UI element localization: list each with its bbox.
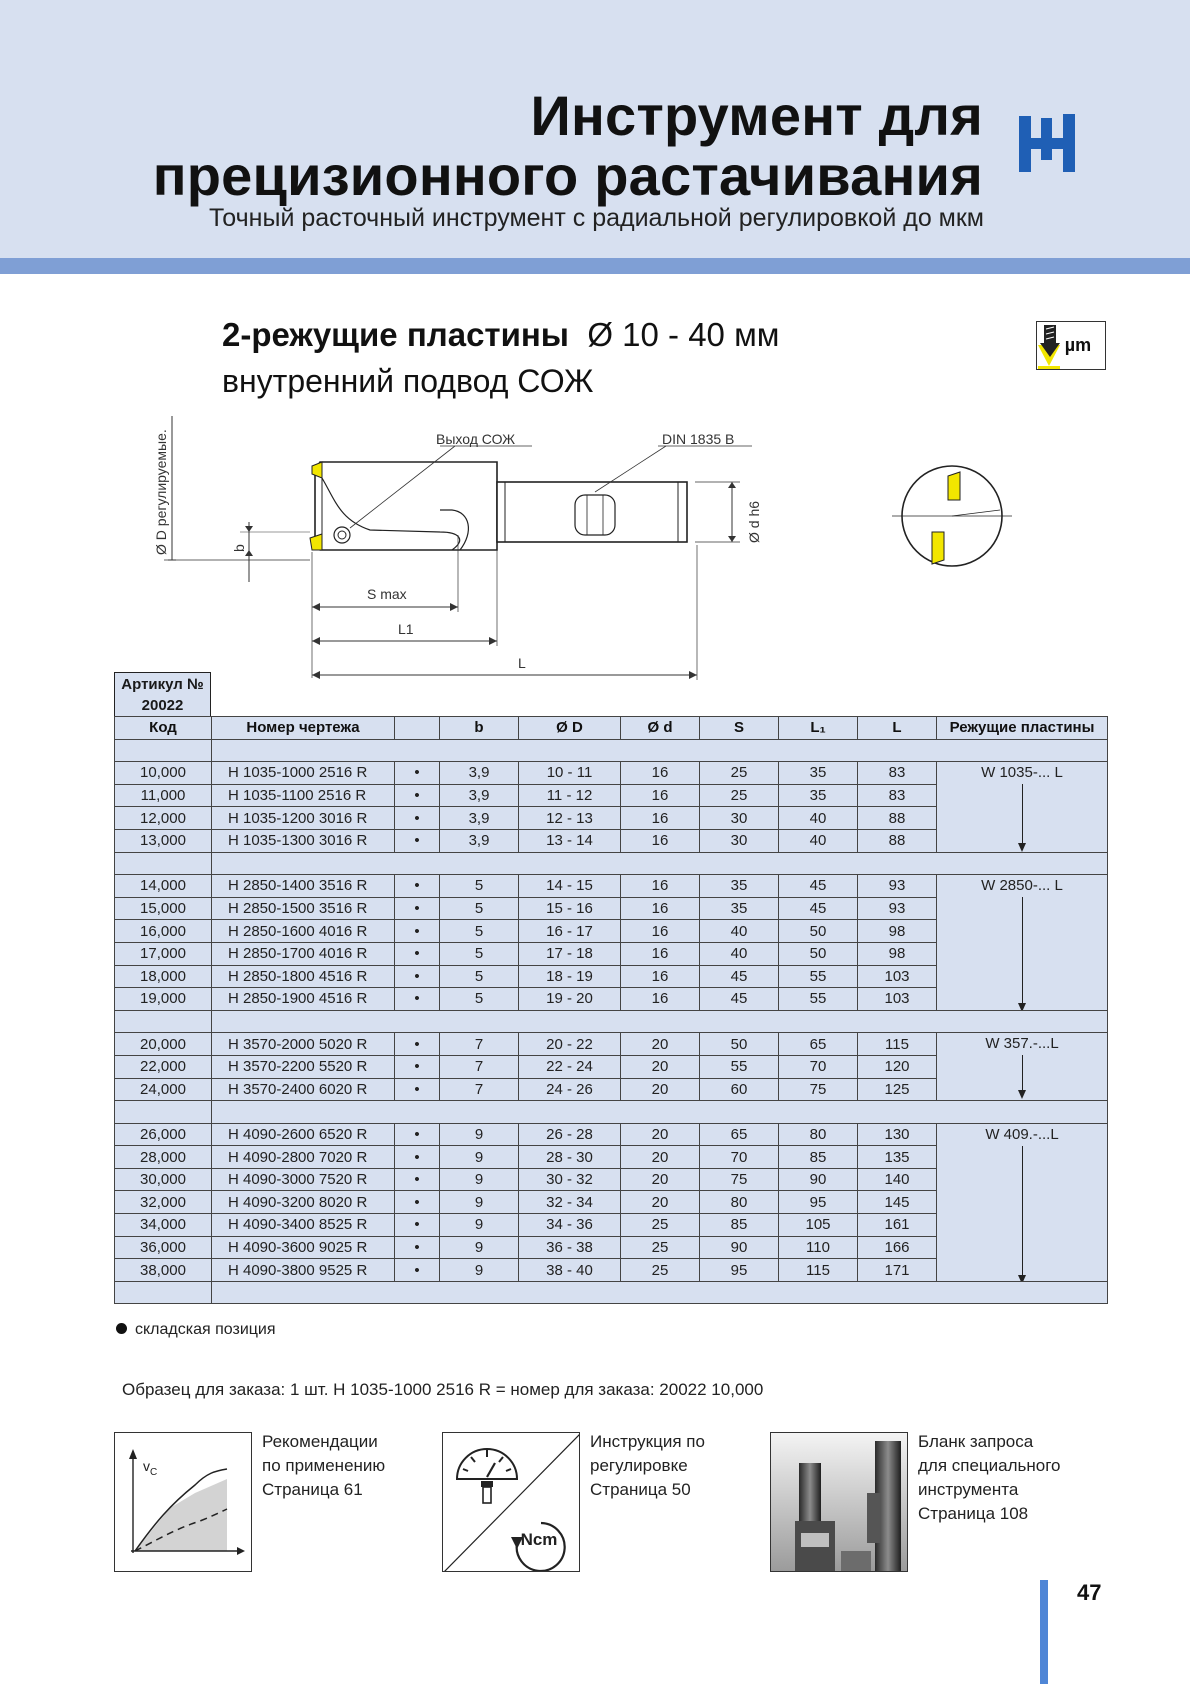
cell-code: 14,000 <box>115 875 212 898</box>
cell-drawing-number: H 3570-2200 5520 R <box>212 1055 395 1078</box>
cell-drawing-number: H 2850-1600 4016 R <box>212 920 395 943</box>
cell-S: 45 <box>700 965 779 988</box>
cell-stock: • <box>395 1033 440 1056</box>
cell-d: 16 <box>621 784 700 807</box>
section-subtitle: внутренний подвод СОЖ <box>222 363 594 399</box>
article-label: Артикул № <box>121 676 204 693</box>
cell-D: 36 - 38 <box>519 1236 621 1259</box>
header-S: S <box>700 717 779 740</box>
spacer-cell <box>212 1010 1108 1033</box>
cell-L: 135 <box>858 1146 937 1169</box>
cell-insert <box>937 1123 1108 1281</box>
table-row <box>115 1033 1108 1056</box>
table-spacer-row <box>115 1101 1108 1124</box>
stock-dot-icon <box>116 1323 127 1334</box>
cell-b: 7 <box>440 1033 519 1056</box>
cell-D: 22 - 24 <box>519 1055 621 1078</box>
cell-stock: • <box>395 875 440 898</box>
header-stock <box>395 717 440 740</box>
table-row <box>115 875 1108 898</box>
insert-range-arrow <box>1022 1055 1023 1092</box>
cell-drawing-number: H 2850-1900 4516 R <box>212 988 395 1011</box>
cell-D: 13 - 14 <box>519 829 621 852</box>
cutting-speed-chart-icon[interactable] <box>114 1432 252 1572</box>
cell-L: 98 <box>858 942 937 965</box>
cell-S: 35 <box>700 875 779 898</box>
cell-stock: • <box>395 988 440 1011</box>
cell-stock: • <box>395 920 440 943</box>
cell-stock: • <box>395 784 440 807</box>
cell-S: 55 <box>700 1055 779 1078</box>
cell-S: 65 <box>700 1123 779 1146</box>
order-example: Образец для заказа: 1 шт. H 1035-1000 2516 R = номер для заказа: 20022 10,000 <box>122 1380 764 1399</box>
cell-code: 34,000 <box>115 1214 212 1237</box>
brand-logo-icon <box>1017 112 1077 174</box>
cell-S: 40 <box>700 920 779 943</box>
end-view-insert-top <box>948 472 960 500</box>
cell-D: 30 - 32 <box>519 1168 621 1191</box>
cell-code: 38,000 <box>115 1259 212 1282</box>
cell-d: 20 <box>621 1123 700 1146</box>
header-inserts: Режущие пластины <box>937 717 1108 740</box>
cell-D: 14 - 15 <box>519 875 621 898</box>
tool-photo-icon[interactable] <box>770 1432 908 1572</box>
cell-S: 45 <box>700 988 779 1011</box>
cell-b: 3,9 <box>440 829 519 852</box>
technical-drawing <box>140 400 1040 690</box>
cell-d: 20 <box>621 1146 700 1169</box>
cell-drawing-number: H 4090-3000 7520 R <box>212 1168 395 1191</box>
cell-b: 7 <box>440 1078 519 1101</box>
cell-L1: 80 <box>779 1123 858 1146</box>
cell-d: 20 <box>621 1055 700 1078</box>
arrow-head-icon <box>1018 1090 1026 1099</box>
cell-L1: 85 <box>779 1146 858 1169</box>
table-row <box>115 1123 1108 1146</box>
cell-S: 50 <box>700 1033 779 1056</box>
cell-S: 60 <box>700 1078 779 1101</box>
table-header-row <box>115 717 1108 740</box>
ref-1-line-2: по применению <box>262 1456 386 1475</box>
cell-D: 11 - 12 <box>519 784 621 807</box>
label-b: b <box>231 544 247 552</box>
cell-drawing-number: H 2850-1400 3516 R <box>212 875 395 898</box>
cell-d: 20 <box>621 1191 700 1214</box>
spacer-cell <box>115 1010 212 1033</box>
cell-stock: • <box>395 897 440 920</box>
cell-b: 5 <box>440 965 519 988</box>
article-number: 20022 <box>141 697 184 714</box>
spacer-cell <box>212 1101 1108 1124</box>
table-spacer-row <box>115 1281 1108 1304</box>
insert-range-arrow <box>1022 1146 1023 1277</box>
cell-L: 115 <box>858 1033 937 1056</box>
cell-L1: 90 <box>779 1168 858 1191</box>
label-l1: L1 <box>398 621 414 637</box>
cell-S: 25 <box>700 784 779 807</box>
cell-S: 90 <box>700 1236 779 1259</box>
cell-L1: 55 <box>779 965 858 988</box>
cell-drawing-number: H 4090-3800 9525 R <box>212 1259 395 1282</box>
cell-stock: • <box>395 965 440 988</box>
cell-d: 16 <box>621 829 700 852</box>
cell-d: 16 <box>621 988 700 1011</box>
cell-code: 32,000 <box>115 1191 212 1214</box>
spacer-cell <box>212 852 1108 875</box>
cell-L: 83 <box>858 784 937 807</box>
table-spacer-row <box>115 852 1108 875</box>
cell-code: 22,000 <box>115 1055 212 1078</box>
cell-code: 10,000 <box>115 762 212 785</box>
cell-b: 9 <box>440 1146 519 1169</box>
cell-b: 5 <box>440 942 519 965</box>
insert-range-arrow <box>1022 897 1023 1005</box>
cell-code: 19,000 <box>115 988 212 1011</box>
cell-code: 24,000 <box>115 1078 212 1101</box>
header-D: Ø D <box>519 717 621 740</box>
cell-L1: 45 <box>779 875 858 898</box>
cell-S: 85 <box>700 1214 779 1237</box>
cell-D: 24 - 26 <box>519 1078 621 1101</box>
cell-insert <box>937 875 1108 1011</box>
cell-S: 95 <box>700 1259 779 1282</box>
clamping-flat <box>575 495 615 535</box>
cell-d: 16 <box>621 807 700 830</box>
cell-stock: • <box>395 942 440 965</box>
coolant-exit-hole <box>334 527 350 543</box>
cell-code: 15,000 <box>115 897 212 920</box>
cell-L: 171 <box>858 1259 937 1282</box>
label-coolant-exit: Выход СОЖ <box>436 431 516 447</box>
cell-S: 80 <box>700 1191 779 1214</box>
cell-code: 28,000 <box>115 1146 212 1169</box>
label-l: L <box>518 655 526 671</box>
stock-legend <box>116 1321 276 1339</box>
cell-code: 26,000 <box>115 1123 212 1146</box>
article-number-box <box>114 672 211 716</box>
ref-2-line-3: Страница 50 <box>590 1480 691 1499</box>
cell-d: 16 <box>621 762 700 785</box>
spacer-cell <box>212 1281 1108 1304</box>
insert-range-arrow <box>1022 784 1023 844</box>
cell-L: 166 <box>858 1236 937 1259</box>
insert-label: W 409.-...L <box>985 1125 1059 1143</box>
cell-stock: • <box>395 1146 440 1169</box>
legend-text: складская позиция <box>135 1321 276 1338</box>
cell-b: 9 <box>440 1168 519 1191</box>
cell-L1: 75 <box>779 1078 858 1101</box>
table-spacer-row <box>115 1010 1108 1033</box>
insert-label: W 2850-... L <box>981 877 1063 895</box>
cell-stock: • <box>395 1055 440 1078</box>
cell-L: 93 <box>858 875 937 898</box>
header-d: Ø d <box>621 717 700 740</box>
header-code: Код <box>115 717 212 740</box>
cell-b: 9 <box>440 1123 519 1146</box>
cell-L1: 115 <box>779 1259 858 1282</box>
ref-application-text[interactable] <box>262 1430 385 1502</box>
ref-adjustment-text[interactable] <box>590 1430 705 1502</box>
cell-D: 18 - 19 <box>519 965 621 988</box>
cell-D: 28 - 30 <box>519 1146 621 1169</box>
cell-drawing-number: H 3570-2000 5020 R <box>212 1033 395 1056</box>
cell-drawing-number: H 4090-3200 8020 R <box>212 1191 395 1214</box>
label-d-adjustable: Ø D регулируемые. <box>153 429 169 555</box>
cell-L1: 95 <box>779 1191 858 1214</box>
adjustment-torque-icon[interactable] <box>442 1432 580 1572</box>
spacer-cell <box>212 739 1108 762</box>
cell-D: 19 - 20 <box>519 988 621 1011</box>
cell-D: 38 - 40 <box>519 1259 621 1282</box>
cell-stock: • <box>395 1123 440 1146</box>
chart-label-vc: $v_C$ <box>143 1458 158 1478</box>
insert-label: W 1035-... L <box>981 764 1063 782</box>
header-b: b <box>440 717 519 740</box>
torque-label: Ncm <box>520 1530 558 1549</box>
cell-drawing-number: H 4090-2600 6520 R <box>212 1123 395 1146</box>
section-title <box>222 316 779 354</box>
cell-L1: 40 <box>779 829 858 852</box>
cell-b: 9 <box>440 1191 519 1214</box>
micrometer-adjust-icon <box>1036 321 1106 370</box>
table-spacer-row <box>115 739 1108 762</box>
cell-drawing-number: H 2850-1500 3516 R <box>212 897 395 920</box>
cell-drawing-number: H 1035-1000 2516 R <box>212 762 395 785</box>
cell-L1: 35 <box>779 784 858 807</box>
header-accent-bar <box>0 258 1190 274</box>
cell-d: 25 <box>621 1214 700 1237</box>
cell-S: 30 <box>700 829 779 852</box>
arrow-head-icon <box>1018 1003 1026 1010</box>
cell-b: 7 <box>440 1055 519 1078</box>
cell-stock: • <box>395 1168 440 1191</box>
ref-1-line-1: Рекомендации <box>262 1432 378 1451</box>
cell-L: 103 <box>858 988 937 1011</box>
page-subtitle: Точный расточный инструмент с радиальной регулировкой до мкм <box>208 204 984 232</box>
ref-3-line-1: Бланк запроса <box>918 1432 1034 1451</box>
cell-b: 9 <box>440 1214 519 1237</box>
cell-D: 26 - 28 <box>519 1123 621 1146</box>
cell-b: 5 <box>440 875 519 898</box>
cell-L1: 55 <box>779 988 858 1011</box>
cell-L1: 50 <box>779 920 858 943</box>
cell-D: 34 - 36 <box>519 1214 621 1237</box>
cell-L: 125 <box>858 1078 937 1101</box>
cell-d: 20 <box>621 1033 700 1056</box>
cell-code: 11,000 <box>115 784 212 807</box>
ref-3-line-4: Страница 108 <box>918 1504 1029 1523</box>
micrometer-label: µm <box>1064 335 1092 355</box>
cell-L: 161 <box>858 1214 937 1237</box>
cell-S: 75 <box>700 1168 779 1191</box>
cell-D: 12 - 13 <box>519 807 621 830</box>
cell-code: 20,000 <box>115 1033 212 1056</box>
cell-drawing-number: H 2850-1800 4516 R <box>212 965 395 988</box>
cell-L1: 70 <box>779 1055 858 1078</box>
cell-b: 5 <box>440 988 519 1011</box>
cell-L1: 105 <box>779 1214 858 1237</box>
cell-b: 5 <box>440 920 519 943</box>
cell-L: 120 <box>858 1055 937 1078</box>
cell-d: 16 <box>621 942 700 965</box>
cell-drawing-number: H 4090-2800 7020 R <box>212 1146 395 1169</box>
cell-code: 17,000 <box>115 942 212 965</box>
cell-S: 40 <box>700 942 779 965</box>
cell-L: 88 <box>858 829 937 852</box>
arrow-head-icon <box>1018 1275 1026 1281</box>
cell-S: 35 <box>700 897 779 920</box>
arrow-head-icon <box>1018 843 1026 852</box>
cell-stock: • <box>395 1191 440 1214</box>
cell-drawing-number: H 2850-1700 4016 R <box>212 942 395 965</box>
header-L1: L₁ <box>779 717 858 740</box>
cell-b: 3,9 <box>440 807 519 830</box>
cell-insert <box>937 1033 1108 1101</box>
insert-top <box>312 462 322 478</box>
insert-label: W 357.-...L <box>985 1035 1059 1053</box>
cell-d: 16 <box>621 965 700 988</box>
cell-L: 93 <box>858 897 937 920</box>
cell-b: 3,9 <box>440 784 519 807</box>
cell-D: 10 - 11 <box>519 762 621 785</box>
end-view-insert-bottom <box>932 532 944 564</box>
cell-L1: 40 <box>779 807 858 830</box>
ref-1-line-3: Страница 61 <box>262 1480 363 1499</box>
cell-D: 16 - 17 <box>519 920 621 943</box>
cell-stock: • <box>395 1078 440 1101</box>
cell-drawing-number: H 1035-1100 2516 R <box>212 784 395 807</box>
product-table <box>114 716 1108 1304</box>
cell-drawing-number: H 3570-2400 6020 R <box>212 1078 395 1101</box>
cell-code: 16,000 <box>115 920 212 943</box>
cell-D: 20 - 22 <box>519 1033 621 1056</box>
table-row <box>115 762 1108 785</box>
cell-d: 16 <box>621 897 700 920</box>
cell-stock: • <box>395 829 440 852</box>
cell-code: 13,000 <box>115 829 212 852</box>
ref-2-line-2: регулировке <box>590 1456 688 1475</box>
ref-special-tool-text[interactable] <box>918 1430 1061 1526</box>
section-title-bold: 2-режущие пластины <box>222 316 569 353</box>
spacer-cell <box>115 739 212 762</box>
cell-stock: • <box>395 1236 440 1259</box>
cell-S: 30 <box>700 807 779 830</box>
cell-L1: 110 <box>779 1236 858 1259</box>
cell-L: 140 <box>858 1168 937 1191</box>
cell-drawing-number: H 4090-3600 9025 R <box>212 1236 395 1259</box>
cell-code: 12,000 <box>115 807 212 830</box>
cell-L: 98 <box>858 920 937 943</box>
cell-L1: 45 <box>779 897 858 920</box>
ref-3-line-3: инструмента <box>918 1480 1019 1499</box>
cell-S: 25 <box>700 762 779 785</box>
section-title-range: Ø 10 - 40 мм <box>587 316 780 353</box>
cell-drawing-number: H 1035-1300 3016 R <box>212 829 395 852</box>
spacer-cell <box>115 1101 212 1124</box>
spacer-cell <box>115 852 212 875</box>
label-d-h6: Ø d h6 <box>746 500 762 543</box>
cell-d: 16 <box>621 920 700 943</box>
cell-L: 88 <box>858 807 937 830</box>
cell-code: 18,000 <box>115 965 212 988</box>
cell-L1: 65 <box>779 1033 858 1056</box>
cell-d: 20 <box>621 1078 700 1101</box>
insert-bottom <box>310 534 322 550</box>
cell-stock: • <box>395 1259 440 1282</box>
cell-b: 3,9 <box>440 762 519 785</box>
page-title-line-1: Инструмент для <box>530 84 983 147</box>
cell-b: 5 <box>440 897 519 920</box>
cell-drawing-number: H 1035-1200 3016 R <box>212 807 395 830</box>
spacer-cell <box>115 1281 212 1304</box>
cell-d: 16 <box>621 875 700 898</box>
page-title-line-2: прецизионного растачивания <box>152 144 983 207</box>
cell-D: 17 - 18 <box>519 942 621 965</box>
ref-2-line-1: Инструкция по <box>590 1432 705 1451</box>
cell-d: 20 <box>621 1168 700 1191</box>
header-L: L <box>858 717 937 740</box>
cell-b: 9 <box>440 1236 519 1259</box>
cell-code: 36,000 <box>115 1236 212 1259</box>
label-din: DIN 1835 B <box>662 431 735 447</box>
cell-D: 32 - 34 <box>519 1191 621 1214</box>
header-drawing-number: Номер чертежа <box>212 717 395 740</box>
page-number-bar <box>1040 1580 1048 1684</box>
page-number: 47 <box>1077 1580 1102 1605</box>
cell-L1: 35 <box>779 762 858 785</box>
cell-stock: • <box>395 807 440 830</box>
cell-S: 70 <box>700 1146 779 1169</box>
cell-d: 25 <box>621 1259 700 1282</box>
cell-drawing-number: H 4090-3400 8525 R <box>212 1214 395 1237</box>
cell-D: 15 - 16 <box>519 897 621 920</box>
cell-stock: • <box>395 1214 440 1237</box>
cell-b: 9 <box>440 1259 519 1282</box>
cell-L: 145 <box>858 1191 937 1214</box>
cell-d: 25 <box>621 1236 700 1259</box>
cell-L1: 50 <box>779 942 858 965</box>
cell-L: 103 <box>858 965 937 988</box>
label-smax: S max <box>367 586 407 602</box>
cell-code: 30,000 <box>115 1168 212 1191</box>
ref-3-line-2: для специального <box>918 1456 1061 1475</box>
cell-stock: • <box>395 762 440 785</box>
cell-L: 130 <box>858 1123 937 1146</box>
cell-insert <box>937 762 1108 852</box>
cell-L: 83 <box>858 762 937 785</box>
